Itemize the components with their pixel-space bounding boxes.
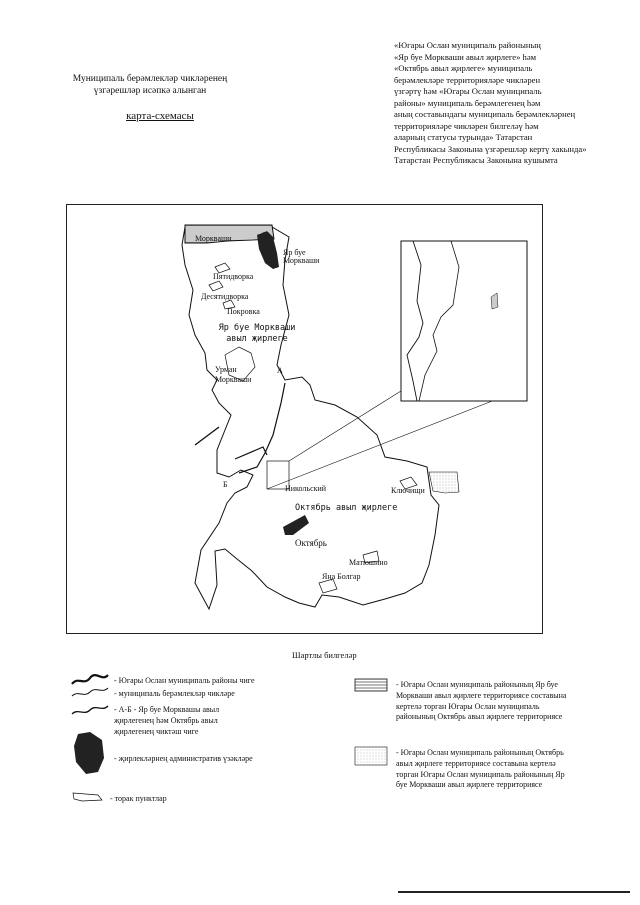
label-klyuchishchi: Ключищи xyxy=(391,486,425,495)
title-line-1: Муниципаль берәмлекләр чикләренең xyxy=(72,74,228,84)
border-line xyxy=(195,427,219,445)
legend-dotted-text: авыл җирлеге территориясе составына кертелә xyxy=(396,758,556,768)
label-point-a: А xyxy=(277,366,283,375)
label-point-b: Б xyxy=(223,480,228,489)
annex-line: «Югары Ослан муниципаль районының xyxy=(394,40,541,50)
bottom-rule xyxy=(398,891,630,893)
ab-line-icon xyxy=(70,704,110,718)
settlement-icon xyxy=(70,790,104,804)
annex-line: Татарстан Республикасы Законына кушымта xyxy=(394,155,558,166)
legend-hatched-text: - Югары Ослан муниципаль районының Яр буе xyxy=(396,680,558,689)
legend-admin-center: - җирлекләрнең административ үзәкләре xyxy=(114,754,253,763)
annex-line: районы» муниципаль берәмлегенең һәм xyxy=(394,97,541,108)
legend-dotted-text: буе Моркваши авыл җирлеге территориясе xyxy=(396,780,543,790)
legend-hatched-area xyxy=(396,680,566,723)
title-line-2: үзгәрешләр исәпкә алынган xyxy=(93,85,207,96)
legend-title: Шартлы билгеләр xyxy=(292,650,357,660)
scheme-label: карта-схемасы xyxy=(126,110,194,122)
label-yana-bolgar: Яңа Болгар xyxy=(322,572,361,581)
annex-line: территорияләре чикләрен билгеләү һәм xyxy=(394,120,539,131)
annex-line: аның составындагы муниципаль берәмлекләрнең xyxy=(394,109,576,120)
label-pyatidvorka: Пятидворка xyxy=(213,272,254,281)
label-matyushino: Матюшино xyxy=(349,558,388,567)
legend-ab-line-text: җирлегенең һәм Октябрь авыл xyxy=(114,715,218,725)
legend-municipal-border: - муниципаль берәмлекләр чикләре xyxy=(114,689,235,698)
admin-center-icon xyxy=(72,730,106,776)
label-yar-bue-morkvashi: Яр буе Моркваши xyxy=(283,248,320,265)
legend-dotted-text: - Югары Ослан муниципаль районының Октябрь xyxy=(396,748,564,757)
legend-hatched-text: кертелә торган Югары Ослан муниципаль xyxy=(396,701,540,711)
legend-settlement: - торак пунктлар xyxy=(110,794,167,803)
legend-ab-line xyxy=(114,705,219,737)
legend-ab-line-text: - А-Б - Яр буе Морквашы авыл xyxy=(114,705,220,714)
dotted-area-icon xyxy=(354,746,388,766)
annex-line: аларның статусы турында» Татарстан xyxy=(394,132,533,143)
municipal-border-icon xyxy=(70,686,110,700)
label-desyatidvorka: Десятидворка xyxy=(201,292,249,301)
district-map xyxy=(67,205,544,635)
annex-line: берәмлекләре территорияләре чикләрен xyxy=(394,74,541,85)
hatched-area-icon xyxy=(354,678,388,692)
label-urman-morkvashi: Урман Моркваши xyxy=(215,365,252,384)
legend-hatched-text: районының Октябрь авыл җирлеге территориясе xyxy=(396,712,563,722)
map-title xyxy=(40,74,260,98)
dotted-area xyxy=(429,472,459,493)
annex-line: «Яр буе Моркваши авыл җирлеге» һәм xyxy=(394,51,537,62)
legend-ab-line-text: җирлегенең чиктәш чиге xyxy=(114,726,199,736)
label-settlement-south: Октябрь авыл җирлеге xyxy=(295,503,398,513)
legend-dotted-area xyxy=(396,748,565,791)
legend-district-border: - Югары Ослан муниципаль районы чиге xyxy=(114,676,255,685)
label-moskvashi: Моркваши xyxy=(195,234,232,243)
legend-hatched-text: Моркваши авыл җирлеге территориясе составына xyxy=(396,690,567,700)
legend-dotted-text: торган Югары Ослан муниципаль районының Яр xyxy=(396,769,565,779)
annex-line: үзгәртү һәм «Югары Ослан муниципаль xyxy=(394,86,542,97)
inset-map xyxy=(401,241,527,401)
label-nikolskoe: Никольский xyxy=(285,484,327,493)
annex-note xyxy=(394,40,639,167)
annex-line: «Октябрь авыл җирлеге» муниципаль xyxy=(394,63,533,74)
map-frame xyxy=(66,204,543,634)
annex-line: Республикасы Законына үзгәрешләр кертү хакында» xyxy=(394,143,587,154)
label-oktyabr: Октябрь xyxy=(295,538,327,548)
label-pokrovka: Покровка xyxy=(227,307,260,316)
label-settlement-north: Яр буе Моркваши авыл җирлеге xyxy=(218,323,296,345)
